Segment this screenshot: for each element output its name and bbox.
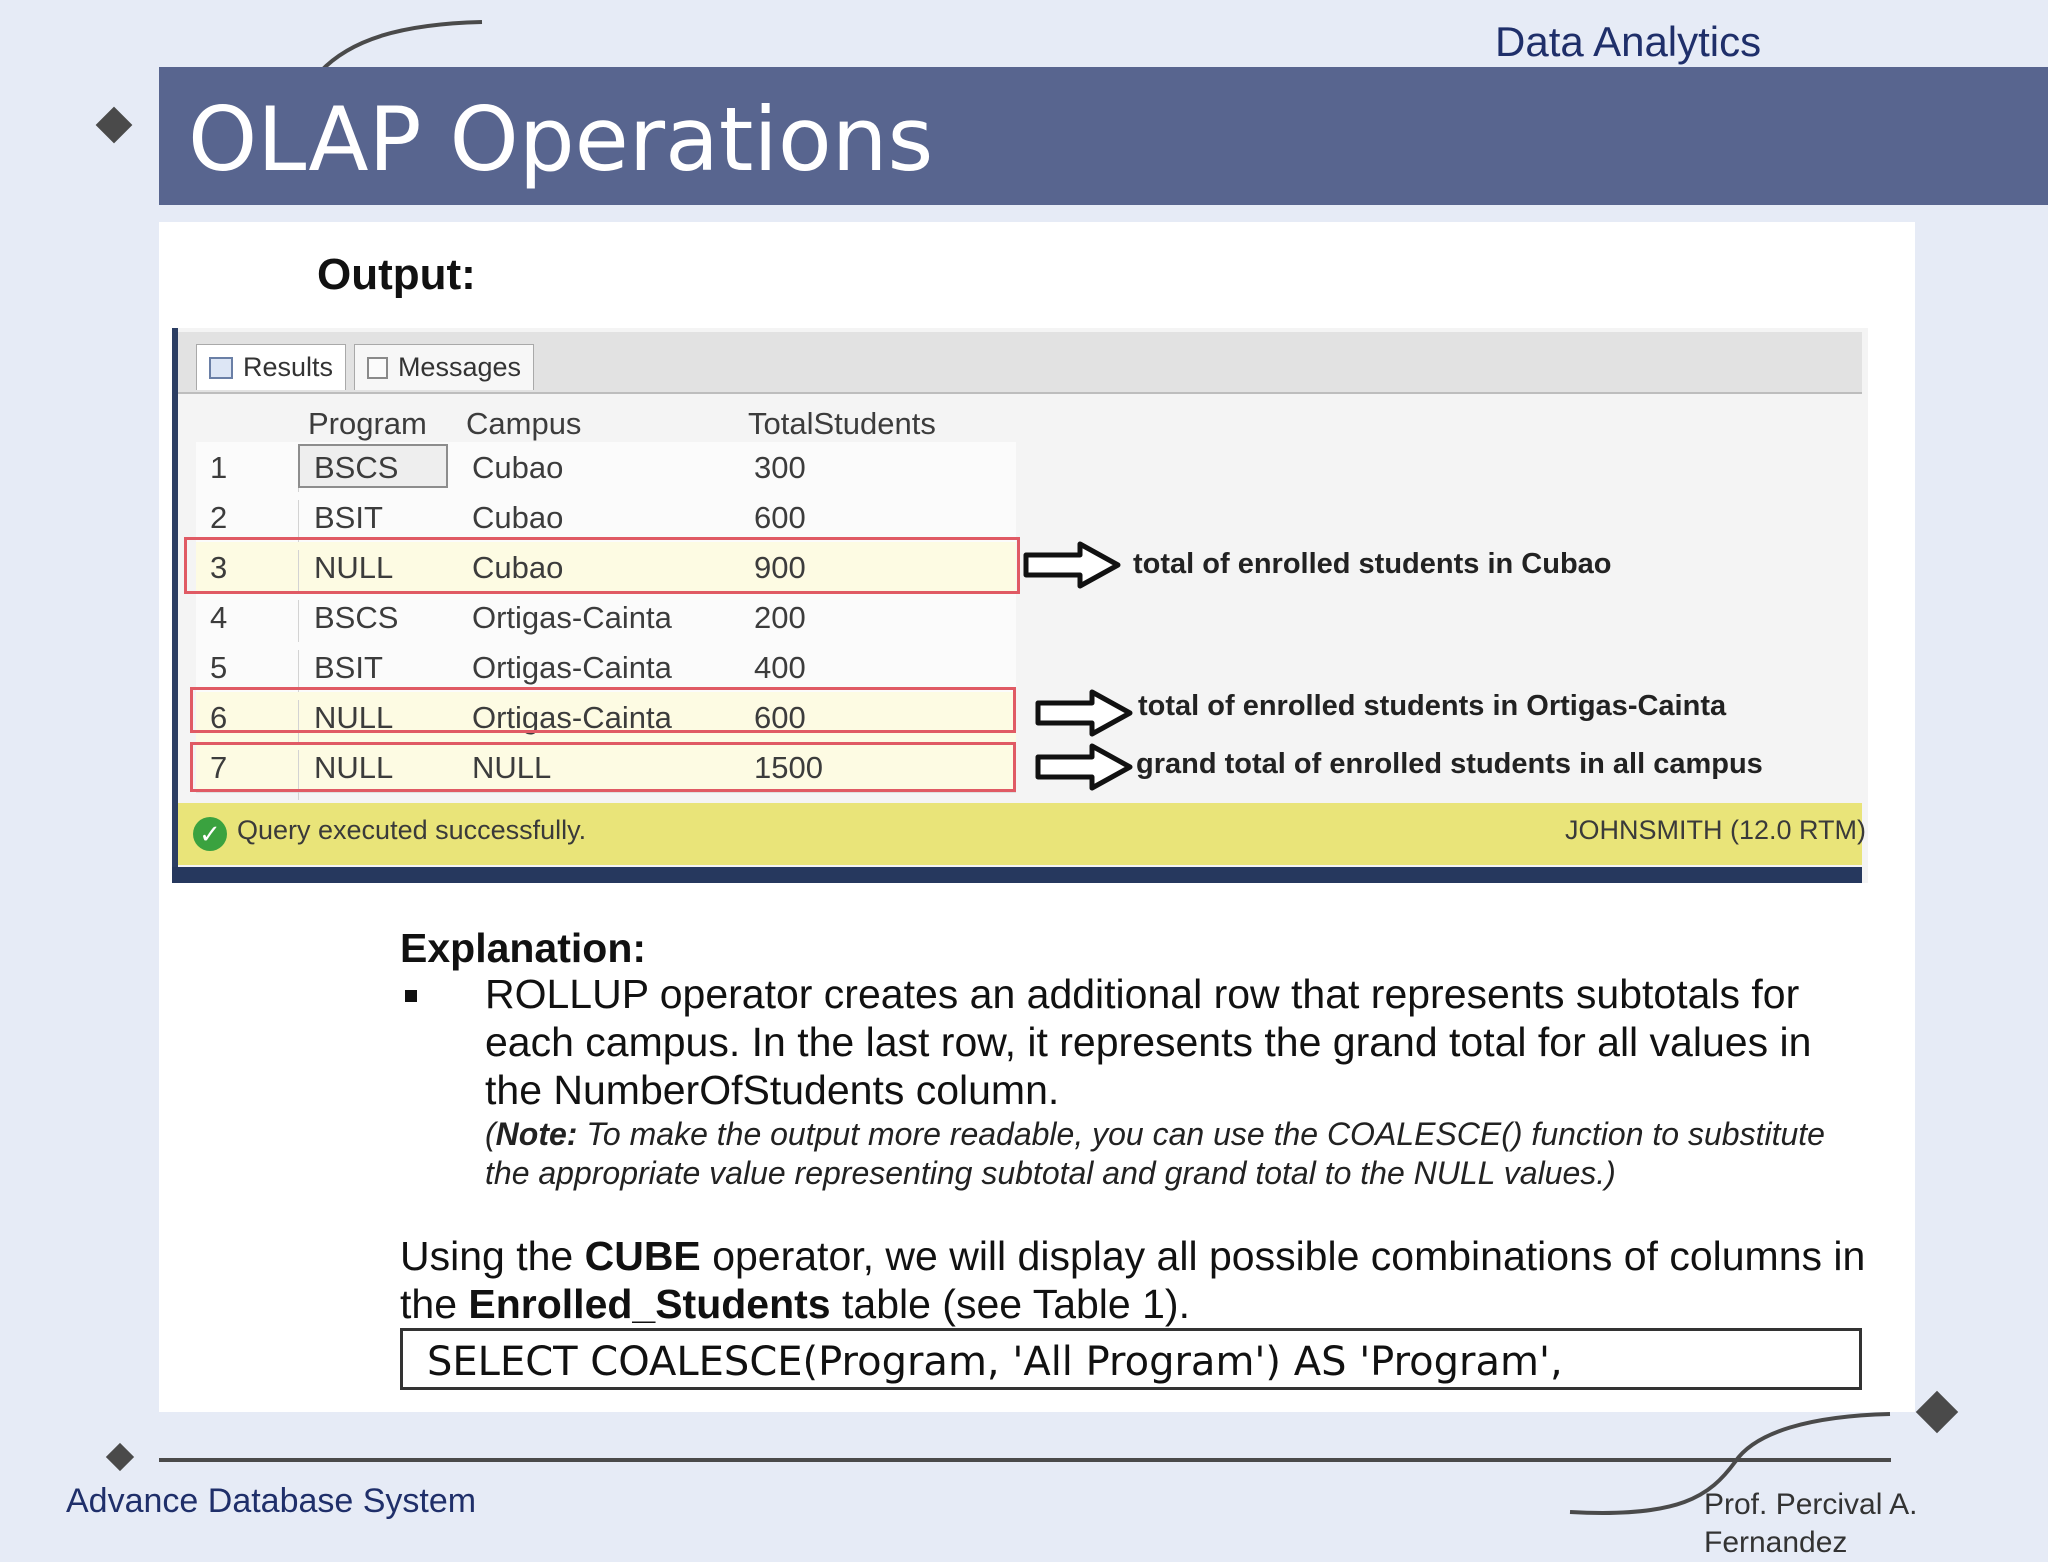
left-diamond-icon	[96, 107, 133, 144]
cube-text-2: operator, we will display all possible combinations of columns in the	[400, 1233, 1866, 1327]
footer-diamond-icon	[106, 1443, 134, 1471]
cell-program: BSCS	[314, 600, 399, 635]
cell-program: NULL	[314, 750, 394, 785]
cell-campus: Cubao	[472, 500, 564, 535]
messages-icon	[367, 357, 388, 379]
row-number: 7	[210, 750, 228, 785]
cell-total: 600	[754, 700, 806, 735]
cell-total: 200	[754, 600, 806, 635]
tab-results-label: Results	[242, 352, 333, 382]
cell-total: 300	[754, 450, 806, 485]
cube-paragraph	[400, 1232, 1880, 1328]
annotation-cubao-subtotal: total of enrolled students in Cubao	[1133, 548, 1612, 580]
row-number: 2	[210, 500, 228, 535]
cell-campus: NULL	[472, 750, 552, 785]
cell-total: 900	[754, 550, 806, 585]
annotation-ortigas-subtotal: total of enrolled students in Ortigas-Cainta	[1138, 690, 1727, 722]
subtotal-highlight-cubao	[184, 537, 1020, 594]
cube-text-1: Using the	[400, 1233, 585, 1279]
cell-campus: Cubao	[472, 550, 564, 585]
column-header-campus[interactable]: Campus	[466, 406, 582, 441]
grid-icon	[209, 357, 233, 379]
right-diamond-icon	[1916, 1391, 1958, 1433]
server-info: JOHNSMITH (12.0 RTM)	[1565, 815, 1867, 845]
cube-keyword: CUBE	[584, 1233, 701, 1279]
cell-campus: Ortigas-Cainta	[472, 700, 672, 735]
table-name: Enrolled_Students	[468, 1281, 831, 1327]
column-header-program[interactable]: Program	[308, 406, 427, 441]
explanation-heading: Explanation:	[400, 925, 647, 971]
output-label: Output:	[317, 250, 476, 299]
cube-text-3: table (see Table 1).	[830, 1281, 1190, 1327]
course-title: Data Analytics	[1495, 18, 1762, 65]
footer-divider	[159, 1458, 1891, 1462]
results-window-bottom-border	[172, 867, 1862, 883]
table-row[interactable]	[196, 592, 1016, 643]
row-number: 6	[210, 700, 228, 735]
cell-program: BSIT	[314, 650, 383, 685]
cell-total: 600	[754, 500, 806, 535]
subtotal-highlight-ortigas	[190, 687, 1016, 733]
row-number: 3	[210, 550, 228, 585]
rollup-explanation: ROLLUP operator creates an additional row that represents subtotals for each campus. In the last row, it represents the grand total for all values in the NumberOfStudents column.	[485, 971, 1812, 1113]
table-row[interactable]	[196, 642, 1016, 693]
note-label: Note:	[495, 1116, 578, 1152]
code-box	[400, 1328, 1862, 1390]
arrow-right-icon	[1034, 688, 1134, 738]
bullet-square-icon	[405, 990, 417, 1002]
cell-campus: Ortigas-Cainta	[472, 650, 672, 685]
grand-total-highlight	[190, 742, 1016, 792]
cell-program: BSCS	[314, 450, 399, 485]
footer-course-name: Advance Database System	[66, 1482, 477, 1520]
column-header-totalstudents[interactable]: TotalStudents	[748, 406, 936, 441]
note-body: To make the output more readable, you can use the COALESCE() function to substitute the appropriate value representing subtotal and grand total to the NULL values.)	[485, 1116, 1825, 1191]
note-open: (	[485, 1116, 496, 1152]
cell-program: NULL	[314, 700, 394, 735]
arrow-right-icon	[1022, 540, 1122, 590]
table-row[interactable]	[196, 442, 1016, 493]
arrow-right-icon	[1034, 742, 1134, 792]
status-text: Query executed successfully.	[237, 815, 587, 845]
table-row[interactable]	[196, 492, 1016, 543]
slide-title: OLAP Operations	[188, 88, 934, 191]
row-number: 1	[210, 450, 228, 485]
grid-header	[196, 398, 1016, 448]
cell-program: BSIT	[314, 500, 383, 535]
row-number: 5	[210, 650, 228, 685]
cell-program: NULL	[314, 550, 394, 585]
footer-author: Prof. Percival A. Fernandez	[1704, 1488, 1918, 1559]
annotation-grand-total: grand total of enrolled students in all campus	[1136, 748, 1763, 780]
note-paragraph	[485, 1115, 1875, 1193]
tab-messages-label: Messages	[397, 352, 521, 382]
cell-total: 1500	[754, 750, 823, 785]
tab-messages[interactable]	[354, 344, 534, 390]
success-check-icon: ✓	[193, 817, 227, 851]
sql-code-line: SELECT COALESCE(Program, 'All Program') AS 'Program',	[427, 1339, 1563, 1385]
tab-results[interactable]	[196, 344, 346, 390]
cell-total: 400	[754, 650, 806, 685]
cell-campus: Ortigas-Cainta	[472, 600, 672, 635]
cell-campus: Cubao	[472, 450, 564, 485]
row-number: 4	[210, 600, 228, 635]
